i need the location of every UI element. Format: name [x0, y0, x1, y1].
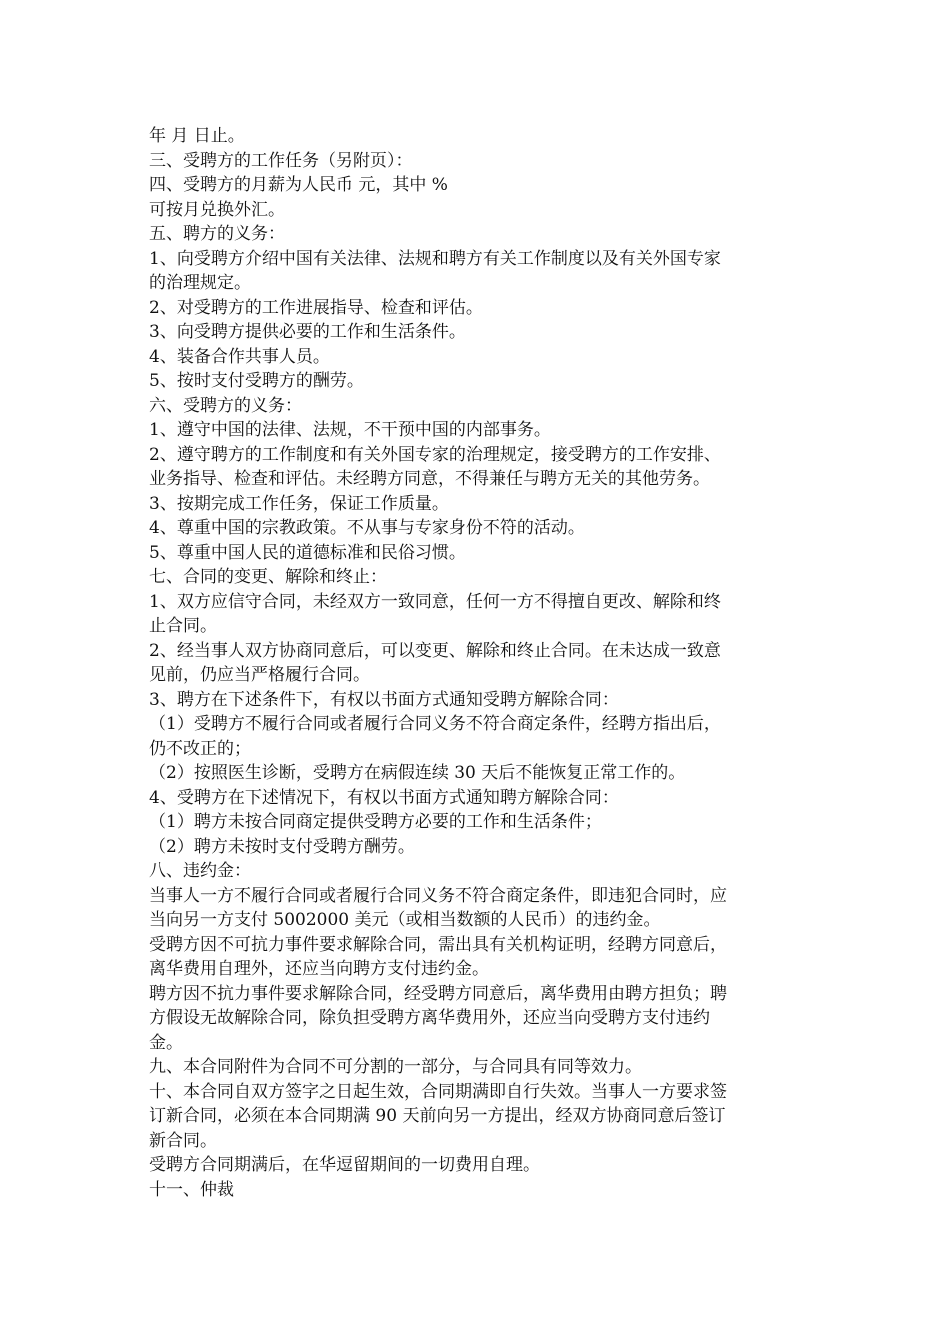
text-line: 1、双方应信守合同，未经双方一致同意，任何一方不得擅自更改、解除和终: [149, 591, 721, 612]
text-line: 订新合同，必须在本合同期满 90 天前向另一方提出，经双方协商同意后签订: [149, 1106, 726, 1126]
text-line: 三、受聘方的工作任务（另附页）：: [149, 150, 413, 171]
text-line: 六、受聘方的义务：: [149, 395, 302, 416]
text-line: 5、按时支付受聘方的酬劳。: [149, 371, 364, 391]
text-line: （2）聘方未按时支付受聘方酬劳。: [149, 836, 415, 857]
text-line: （2）按照医生诊断，受聘方在病假连续 30 天后不能恢复正常工作的。: [149, 763, 686, 783]
text-line: 1、向受聘方介绍中国有关法律、法规和聘方有关工作制度以及有关外国专家: [149, 248, 721, 269]
text-line: 离华费用自理外，还应当向聘方支付违约金。: [149, 959, 489, 979]
text-line: 4、尊重中国的宗教政策。不从事与专家身份不符的活动。: [149, 518, 585, 538]
text-line: 可按月兑换外汇。: [149, 199, 285, 220]
text-line: 受聘方合同期满后，在华逗留期间的一切费用自理。: [149, 1155, 540, 1175]
text-line: 1、遵守中国的法律、法规，不干预中国的内部事务。: [149, 420, 551, 440]
text-line: 受聘方因不可抗力事件要求解除合同，需出具有关机构证明，经聘方同意后，: [149, 934, 727, 955]
text-line: 2、遵守聘方的工作制度和有关外国专家的治理规定，接受聘方的工作安排、: [149, 444, 721, 465]
text-line: 当事人一方不履行合同或者履行合同义务不符合商定条件，即违犯合同时，应: [149, 885, 727, 906]
text-line: 十、本合同自双方签字之日起生效，合同期满即自行失效。当事人一方要求签: [149, 1081, 727, 1102]
text-line: 2、对受聘方的工作进展指导、检查和评估。: [149, 297, 483, 318]
text-line: 八、违约金：: [149, 861, 251, 881]
text-line: 七、合同的变更、解除和终止：: [149, 567, 387, 587]
text-line: 方假设无故解除合同，除负担受聘方离华费用外，还应当向受聘方支付违约: [149, 1008, 710, 1028]
text-line: 3、向受聘方提供必要的工作和生活条件。: [149, 322, 466, 342]
text-line: （1）聘方未按合同商定提供受聘方必要的工作和生活条件；: [149, 812, 602, 832]
text-line: 的治理规定。: [149, 273, 251, 293]
text-line: 十一、仲裁: [149, 1179, 234, 1200]
text-line: 九、本合同附件为合同不可分割的一部分，与合同具有同等效力。: [149, 1057, 642, 1077]
text-line: 当向另一方支付 5002000 美元（或相当数额的人民币）的违约金。: [149, 910, 661, 930]
text-line: 3、聘方在下述条件下，有权以书面方式通知受聘方解除合同：: [149, 689, 619, 710]
text-line: 新合同。: [149, 1130, 217, 1151]
text-line: 年 月 日止。: [149, 126, 245, 146]
text-line: 金。: [149, 1032, 183, 1053]
text-line: 四、受聘方的月薪为人民币 元，其中 %: [149, 175, 448, 195]
text-line: 4、受聘方在下述情况下，有权以书面方式通知聘方解除合同：: [149, 787, 619, 808]
contract-text: [149, 124, 809, 1202]
text-line: 止合同。: [149, 616, 217, 636]
text-line: 2、经当事人双方协商同意后，可以变更、解除和终止合同。在未达成一致意: [149, 640, 721, 661]
text-line: 五、聘方的义务：: [149, 224, 285, 244]
text-line: 见前，仍应当严格履行合同。: [149, 665, 370, 685]
text-line: （1）受聘方不履行合同或者履行合同义务不符合商定条件，经聘方指出后，: [149, 714, 721, 734]
text-line: 5、尊重中国人民的道德标准和民俗习惯。: [149, 542, 466, 563]
text-line: 业务指导、检查和评估。未经聘方同意，不得兼任与聘方无关的其他劳务。: [149, 469, 710, 489]
text-line: 4、装备合作共事人员。: [149, 346, 330, 367]
text-line: 3、按期完成工作任务，保证工作质量。: [149, 493, 449, 514]
text-line: 仍不改正的；: [149, 738, 251, 759]
text-line: 聘方因不抗力事件要求解除合同，经受聘方同意后，离华费用由聘方担负；聘: [149, 983, 727, 1004]
